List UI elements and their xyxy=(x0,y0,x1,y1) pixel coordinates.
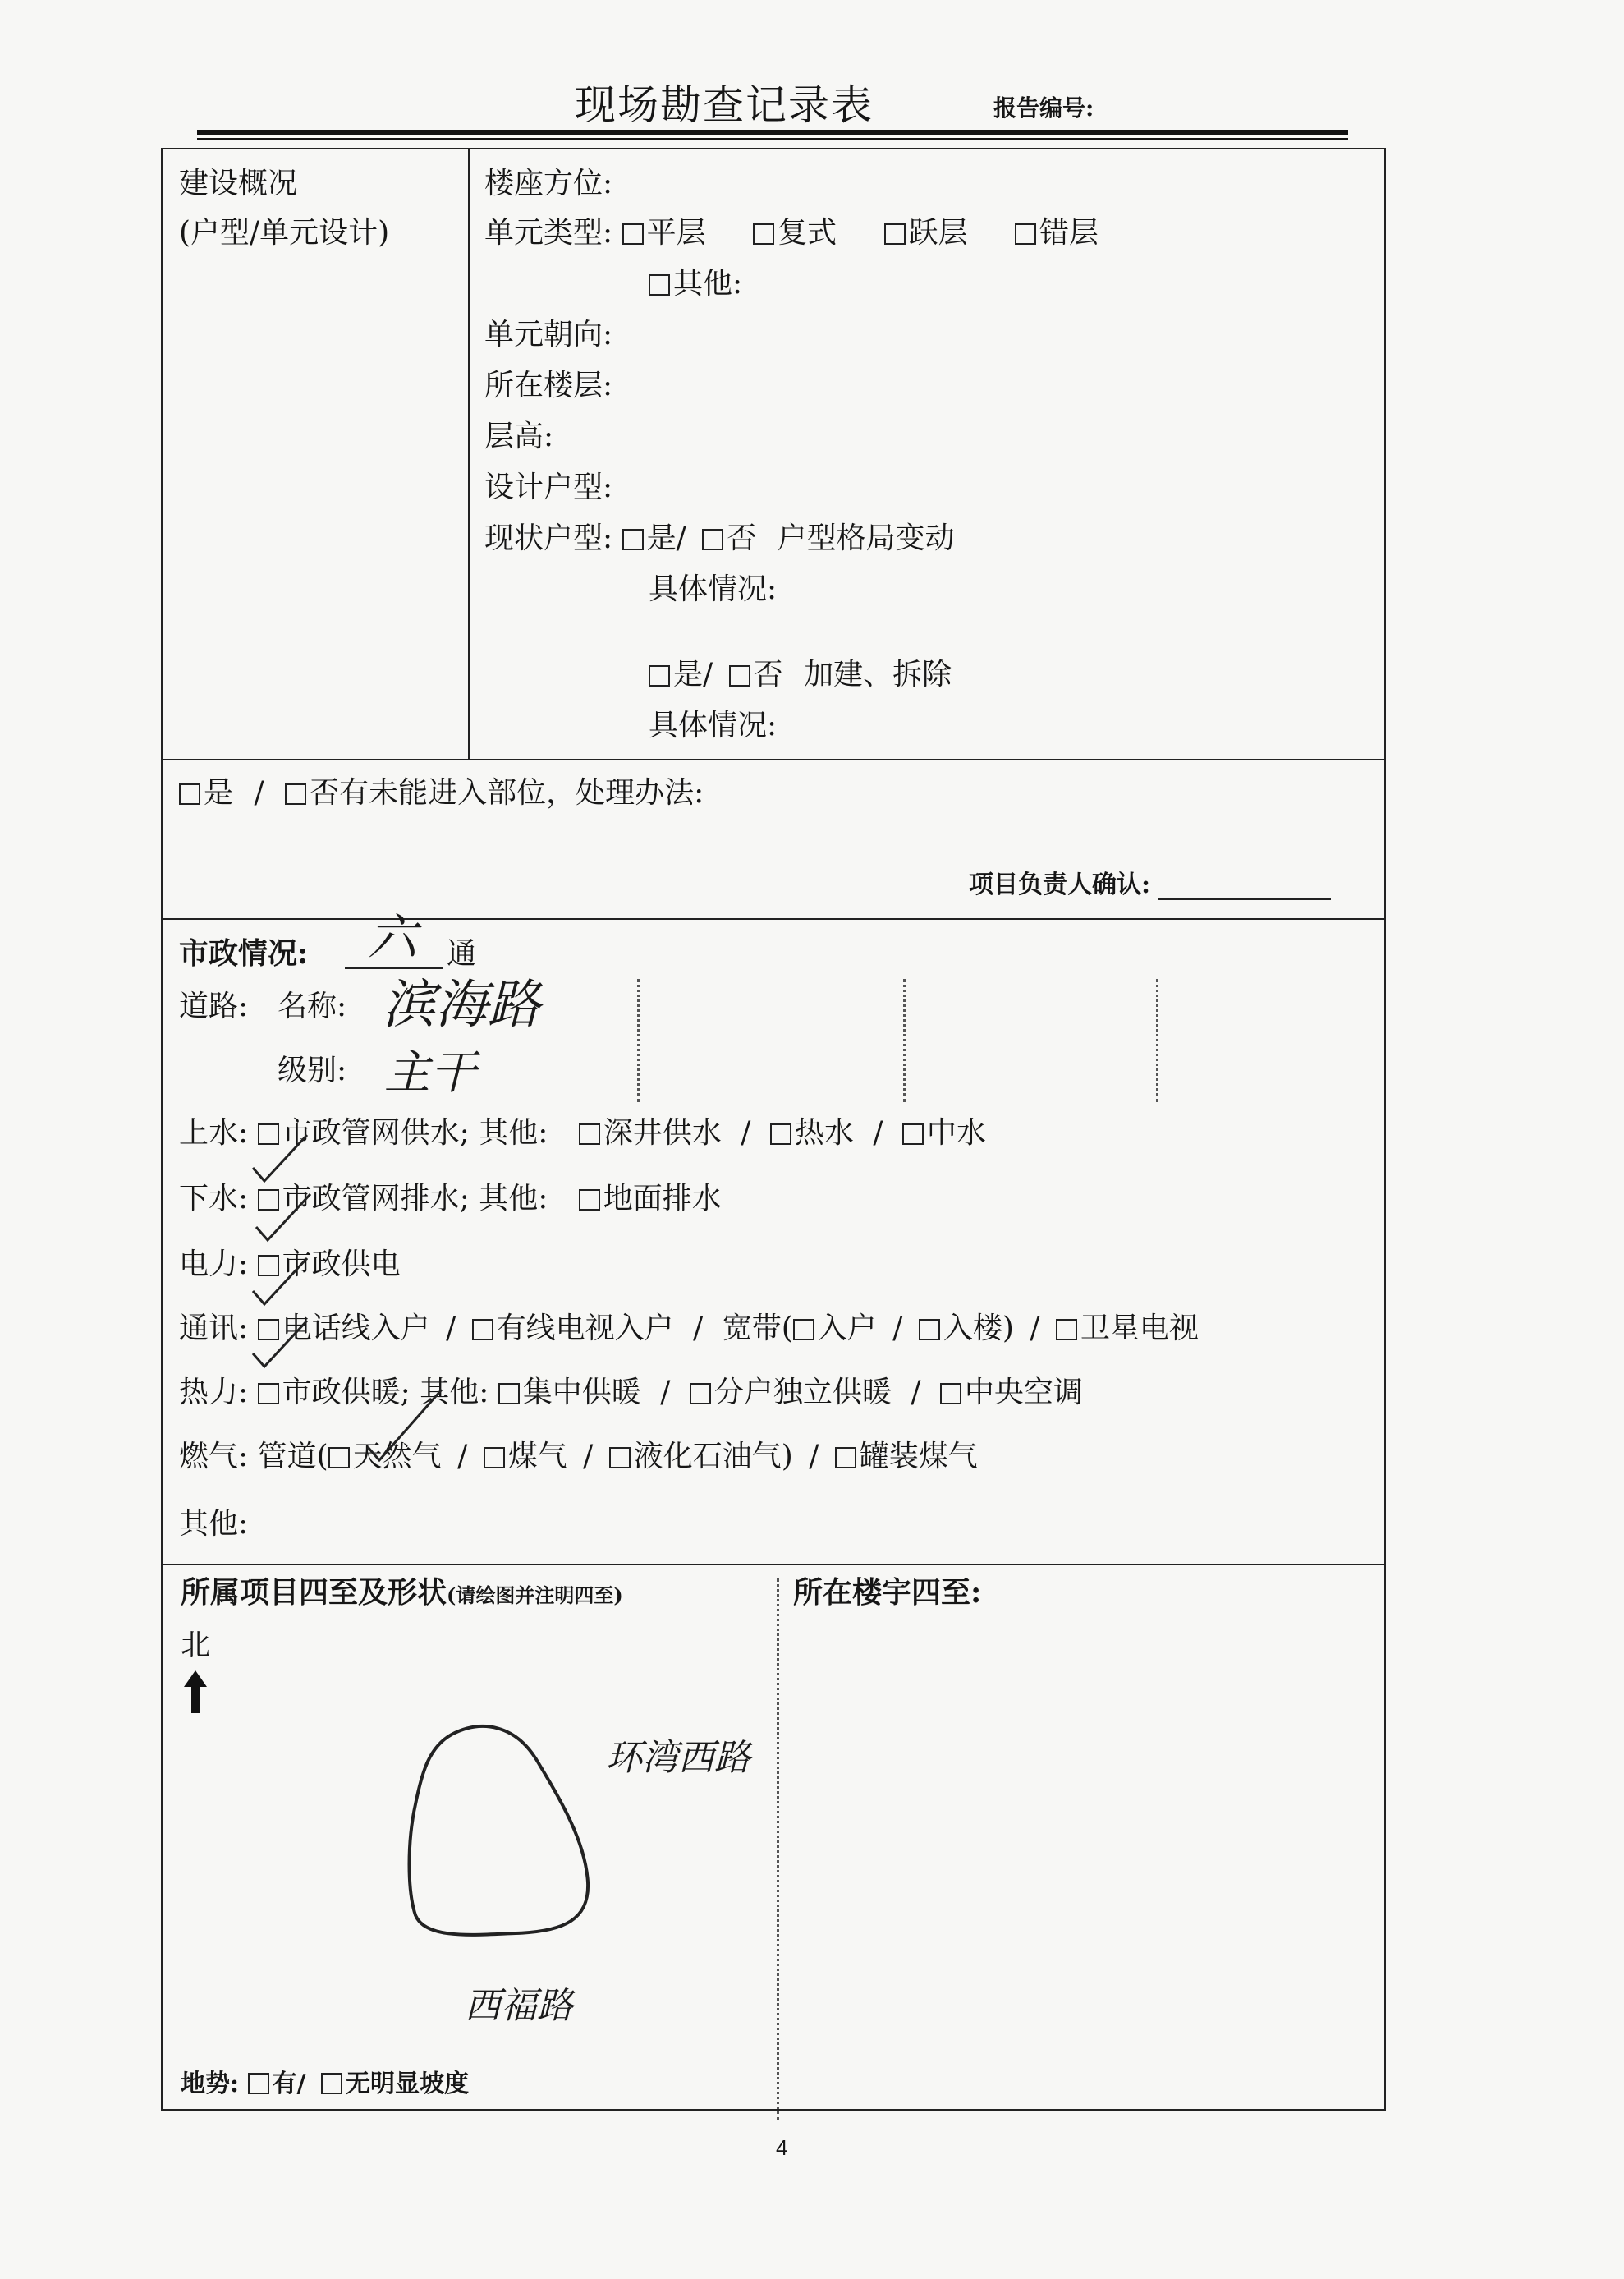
checkbox[interactable] xyxy=(579,1123,600,1145)
checkbox[interactable] xyxy=(609,1447,631,1468)
gas-row: 燃气: 管道( 天然气 / 煤气 / 液化石油气) / 罐装煤气 xyxy=(179,1440,978,1473)
north-label: 北 xyxy=(181,1629,211,1662)
construction-overview-subtitle: (户型/单元设计) xyxy=(179,216,390,250)
dotted-column-1 xyxy=(637,979,640,1102)
telecom-phone[interactable]: 电话线入户 xyxy=(258,1312,430,1345)
floor-height-label: 层高: xyxy=(484,420,554,453)
water-well[interactable]: 深井供水 xyxy=(579,1116,722,1150)
north-arrow-icon xyxy=(184,1670,207,1713)
dotted-column-3 xyxy=(1156,979,1158,1102)
survey-form xyxy=(161,148,1386,2111)
building-boundary-title: 所在楼宇四至: xyxy=(793,1575,982,1610)
checkbox[interactable] xyxy=(579,1189,600,1211)
water-reclaimed[interactable]: 中水 xyxy=(902,1116,986,1150)
inaccessible-yes[interactable]: 是 xyxy=(179,776,233,810)
add-remove-yes[interactable]: 是/ xyxy=(649,658,713,692)
project-boundary-title: 所属项目四至及形状(请绘图并注明四至) xyxy=(181,1575,623,1610)
layout-change-text: 户型格局变动 xyxy=(777,522,955,555)
unit-type-other[interactable]: 其他: xyxy=(649,266,742,301)
heat-central[interactable]: 集中供暖 xyxy=(498,1376,641,1409)
checkbox[interactable] xyxy=(940,1383,961,1404)
form-title: 现场勘查记录表 xyxy=(575,81,874,129)
municipal-tong: 通 xyxy=(447,937,477,971)
construction-overview-title: 建设概况 xyxy=(179,167,298,200)
heat-ac[interactable]: 中央空调 xyxy=(940,1376,1083,1409)
current-layout-row xyxy=(484,521,955,556)
checkbox[interactable] xyxy=(321,2073,342,2094)
checkbox[interactable] xyxy=(702,529,723,550)
header-rule-thick xyxy=(197,130,1348,135)
site-shape-sketch xyxy=(392,1718,606,1948)
current-layout-no[interactable]: 否 xyxy=(702,522,756,555)
unit-type-option-split[interactable]: 错层 xyxy=(1015,216,1099,250)
divider-2 xyxy=(163,918,1384,920)
unit-type-label: 单元类型: xyxy=(484,216,613,250)
road-level-handwritten: 主干 xyxy=(384,1046,476,1100)
checkbox[interactable] xyxy=(690,1383,711,1404)
add-remove-no[interactable]: 否 xyxy=(729,658,783,692)
road-label: 道路: xyxy=(179,990,249,1023)
road-level-label: 级别: xyxy=(278,1054,347,1087)
checkbox[interactable] xyxy=(770,1123,791,1145)
municipal-other-label: 其他: xyxy=(179,1507,249,1541)
checkbox[interactable] xyxy=(729,665,750,687)
water-hot[interactable]: 热水 xyxy=(770,1116,854,1150)
section1-column-divider xyxy=(468,149,470,760)
checkbox[interactable] xyxy=(1015,223,1036,245)
add-remove-details-label: 具体情况: xyxy=(649,709,778,742)
gas-lpg[interactable]: 液化石油气) xyxy=(609,1440,793,1473)
checkbox[interactable] xyxy=(622,223,644,245)
checkbox[interactable] xyxy=(793,1319,814,1340)
water-municipal[interactable]: 市政管网供水; xyxy=(258,1116,470,1150)
checkbox[interactable] xyxy=(835,1447,856,1468)
unit-facing-label: 单元朝向: xyxy=(484,318,613,351)
page-number: 4 xyxy=(776,2135,788,2160)
signature-line[interactable] xyxy=(1158,874,1331,900)
checkbox[interactable] xyxy=(649,274,670,296)
heat-individual[interactable]: 分户独立供暖 xyxy=(690,1376,892,1409)
telecom-satellite[interactable]: 卫星电视 xyxy=(1056,1312,1199,1345)
current-layout-label: 现状户型: xyxy=(484,522,613,555)
inaccessible-parts-row: 是 / 否有未能进入部位，处理办法: xyxy=(179,775,704,811)
gas-canned[interactable]: 罐装煤气 xyxy=(835,1440,978,1473)
add-remove-row xyxy=(649,657,952,692)
dotted-column-2 xyxy=(903,979,906,1102)
checkbox[interactable] xyxy=(902,1123,924,1145)
south-road-handwritten: 西福路 xyxy=(465,1985,573,2027)
checkbox[interactable] xyxy=(753,223,774,245)
divider-3 xyxy=(163,1564,1384,1565)
municipal-title: 市政情况: xyxy=(179,936,309,971)
checkbox[interactable] xyxy=(248,2073,269,2094)
header-rule-thin xyxy=(197,138,1348,140)
section4-dotted-divider xyxy=(777,1578,779,2120)
floor-label: 所在楼层: xyxy=(484,369,613,402)
unit-type-row xyxy=(484,215,1136,250)
current-layout-yes[interactable]: 是/ xyxy=(622,522,686,555)
municipal-count-handwritten: 六 xyxy=(368,909,417,967)
drainage-row: 下水: 市政管网排水; 其他: 地面排水 xyxy=(179,1182,722,1215)
layout-details-label: 具体情况: xyxy=(649,572,778,606)
broadband-home[interactable]: 入户 xyxy=(793,1312,877,1345)
handwritten-checkmarks xyxy=(163,1094,507,1488)
unit-type-option-flat[interactable]: 平层 xyxy=(622,216,706,250)
checkbox[interactable] xyxy=(179,783,200,805)
terrain-no-slope[interactable]: 无明显坡度 xyxy=(321,2070,469,2098)
inaccessible-no[interactable]: 否有未能进入部位，处理办法: xyxy=(285,776,704,810)
broadband-building[interactable]: 入楼) xyxy=(919,1312,1014,1345)
telecom-row: 通讯: 电话线入户 / 有线电视入户 / 宽带( 入户 / 入楼) / 卫星电视 xyxy=(179,1312,1199,1345)
checkbox[interactable] xyxy=(884,223,906,245)
checkbox[interactable] xyxy=(649,665,670,687)
road-name-label: 名称: xyxy=(278,990,347,1023)
terrain-has-slope[interactable]: 有/ xyxy=(248,2070,306,2098)
divider-1 xyxy=(163,759,1384,760)
checkbox[interactable] xyxy=(622,529,644,550)
unit-type-option-loft[interactable]: 跃层 xyxy=(884,216,968,250)
water-supply-row: 上水: 市政管网供水; 其他: 深井供水 / 热水 / 中水 xyxy=(179,1116,986,1150)
drain-surface[interactable]: 地面排水 xyxy=(579,1182,722,1215)
east-road-handwritten: 环湾西路 xyxy=(606,1737,750,1779)
power-row: 电力: 市政供电 xyxy=(179,1247,401,1281)
heat-municipal[interactable]: 市政供暖; xyxy=(258,1376,411,1409)
power-municipal[interactable]: 市政供电 xyxy=(258,1247,401,1281)
checkbox[interactable] xyxy=(1056,1319,1077,1340)
terrain-row: 地势: 有/ 无明显坡度 xyxy=(181,2070,469,2098)
building-orientation-label: 楼座方位: xyxy=(484,167,613,200)
gas-coal[interactable]: 煤气 xyxy=(484,1440,567,1473)
design-layout-label: 设计户型: xyxy=(484,471,613,504)
road-name-handwritten: 滨海路 xyxy=(383,975,540,1036)
telecom-cable[interactable]: 有线电视入户 xyxy=(472,1312,674,1345)
checkbox[interactable] xyxy=(285,783,306,805)
checkbox[interactable] xyxy=(919,1319,940,1340)
heat-row: 热力: 市政供暖; 其他: 集中供暖 / 分户独立供暖 / 中央空调 xyxy=(179,1376,1083,1409)
unit-type-option-duplex[interactable]: 复式 xyxy=(753,216,837,250)
project-lead-confirm: 项目负责人确认: xyxy=(969,871,1331,900)
drain-municipal[interactable]: 市政管网排水; xyxy=(258,1182,470,1215)
add-remove-text: 加建、拆除 xyxy=(804,658,952,692)
gas-natural[interactable]: 天然气 xyxy=(328,1440,442,1473)
report-number-label: 报告编号: xyxy=(993,94,1094,122)
